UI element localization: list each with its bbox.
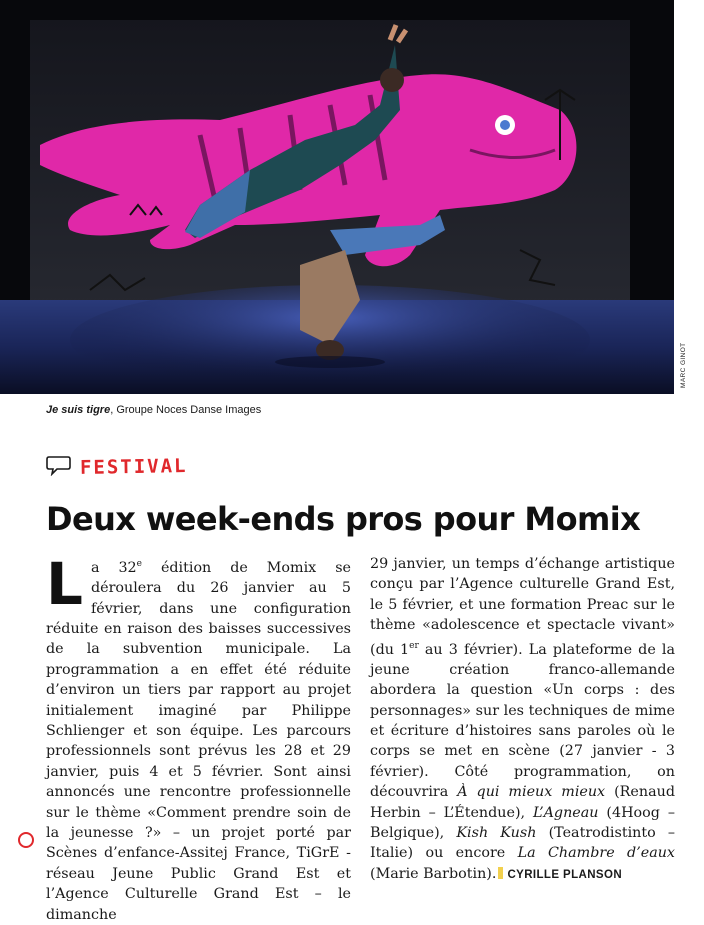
- article-column-left: [46, 550, 351, 925]
- speech-bubble-icon: [46, 454, 72, 480]
- caption-title: Je suis tigre: [46, 404, 111, 416]
- ordinal-sup: e: [136, 559, 142, 569]
- photo-caption: [46, 404, 261, 416]
- photo-margin: [674, 0, 704, 394]
- photo-credit: MARC GINOT: [680, 342, 687, 388]
- body-text-2b: au 3 février). La plateforme de la jeune création franco-allemande abordera la question «Un corps : des personnages» sur les techniques de mime et écriture d’histoires sans paroles où le corps se met en scène (27 janvier - 3 février). Côté programmation, on découvrira: [370, 641, 675, 801]
- article-column-right: [370, 554, 675, 885]
- article-headline: Deux week-ends pros pour Momix: [46, 500, 641, 538]
- body-text-2d: (4Hoog – Belgique),: [370, 804, 675, 842]
- show-title-3: Kish Kush: [456, 825, 537, 842]
- author-marker: [498, 867, 503, 879]
- rubric: [46, 452, 188, 482]
- body-text-1b: édition de Momix se déroulera du 26 janvier au 5 février, dans une configuration réduite en raison des baisses successives de la subvention municipale. La programmation a en effet été réduite d’environ un tiers par rapport au projet initialement imaginé par Philippe Schlienger et son équipe. Les parcours professionnels sont prévus les 28 et 29 janvier, puis 4 et 5 février. Sont ainsi annoncés une rencontre professionnelle sur le thème «Comment prendre soin de la jeunesse ?» – un projet porté par Scènes d’enfance-Assitej France, TiGrE - réseau Jeune Public Grand Est et l’Agence Culturelle Grand Est – le dimanche: [46, 559, 351, 923]
- body-text-1a: a 32: [90, 559, 137, 576]
- ordinal-sup-er: er: [409, 640, 419, 651]
- author-name: CYRILLE PLANSON: [507, 868, 623, 881]
- body-text-2a: 29 janvier, un temps d’échange artistique conçu par l’Agence culturelle Grand Est, le 5 février, et une formation Preac sur le thème «adolescence et spectacle vivant» (du 1: [370, 556, 675, 658]
- body-text-2f: (Marie Barbotin).: [370, 865, 497, 882]
- show-title-1: À qui mieux mieux: [457, 784, 606, 801]
- body-text-2c: (Renaud Herbin – L’Étendue),: [370, 784, 675, 821]
- rubric-label: FESTIVAL: [79, 455, 188, 479]
- stage-photo-illustration: [0, 0, 674, 394]
- page-corner-mark: [18, 832, 34, 848]
- show-title-4: La Chambre d’eaux: [517, 845, 675, 862]
- stage-photo: [0, 0, 674, 394]
- body-text-2e: (Teatrodistinto – Italie) ou encore: [370, 825, 675, 862]
- dropcap: L: [46, 550, 83, 618]
- caption-rest: , Groupe Noces Danse Images: [110, 404, 262, 416]
- show-title-2: L’Agneau: [533, 804, 599, 821]
